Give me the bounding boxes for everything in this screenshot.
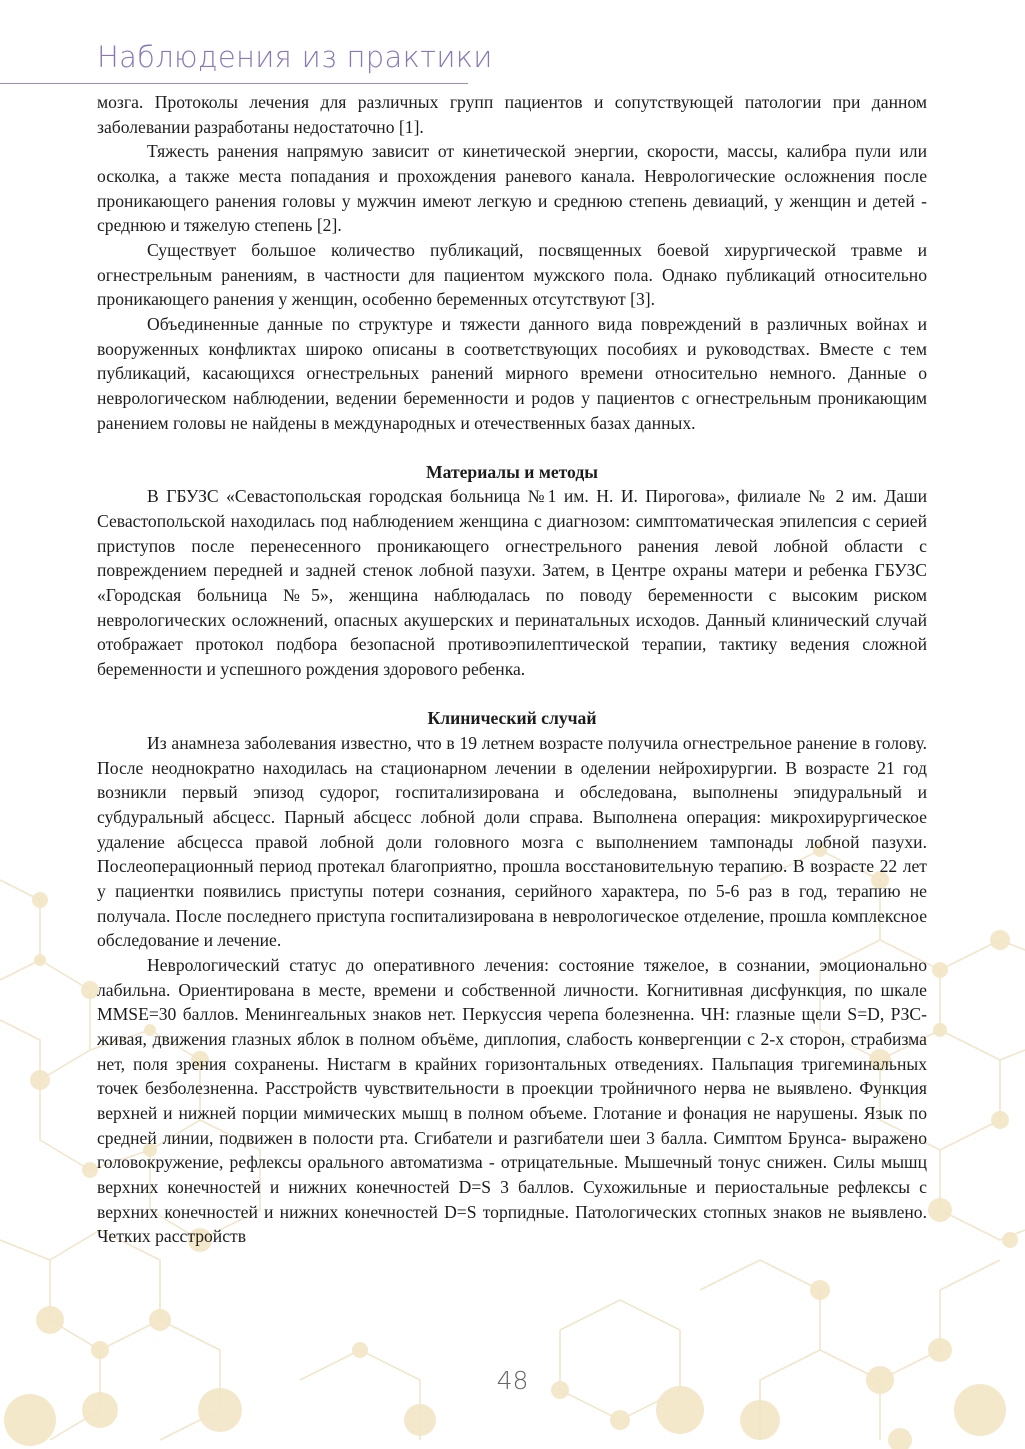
body-paragraph: Существует большое количество публикаций, посвященных боевой хирургической травме и огнестрельным ранениям, в частности для пациентом мужского пола. Однако публикаций относительно проникающего ранения у женщин, особенно беременных отсутствуют [3].: [97, 239, 927, 310]
article-body: [97, 90, 927, 1249]
page-number: 48: [496, 1366, 529, 1395]
body-paragraph: Объединенные данные по структуре и тяжести данного вида повреждений в различных войнах и вооруженных конфликтах широко описаны в соответствующих пособиях и руководствах. Вместе с тем публикаций, касающихся огнестрельных ранений мирного времени относительно немного. Данные о неврологическом наблюдении, ведении беременности и родов у пациентов с огнестрельным проникающим ранением головы не найдены в международных и отечественных базах данных.: [97, 313, 927, 433]
section-heading-methods: Материалы и методы: [426, 461, 598, 482]
body-paragraph: В ГБУЗС «Севастопольская городская больница №1 им. Н. И. Пирогова», филиале № 2 им. Даши Севастопольской находилась под наблюдением женщина с диагнозом: симптоматическая эпилепсия с серией приступов после перенесенного проникающего огнестрельного ранения левой лобной области с повреждением передней и задней стенок лобной пазухи. Затем, в Центре охраны матери и ребенка ГБУЗС «Городская больница №5», женщина наблюдалась по поводу беременности с высоким риском неврологических осложнений, опасных акушерских и перинатальных исходов. Данный клинический случай отображает протокол подбора безопасной противоэпилептической терапии, тактику ведения сложной беременности и успешного рождения здорового ребенка.: [97, 486, 927, 680]
body-paragraph: мозга. Протоколы лечения для различных групп пациентов и сопутствующей патологии при данном заболевании разработаны недостаточно [1].: [97, 92, 927, 137]
body-paragraph: Неврологический статус до оперативного лечения: состояние тяжелое, в сознании, эмоционально лабильна. Ориентирована в месте, времени и собственной личности. Когнитивная дисфункция, по шкале MMSE=30 баллов. Менингеальных знаков нет. Перкуссия черепа болезненна. ЧН: глазные щели S=D, РЗС- живая, движения глазных яблок в полном объёме, диплопия, слабость конвергенции с 2-х сторон, страбизма нет, поля зрения сохранены. Нистагм в крайних горизонтальных отведениях. Пальпация тригеминальных точек безболезненна. Расстройств чувствительности в проекции тройничного нерва не выявлено. Функция верхней и нижней порции мимических мышц в полном объеме. Глотание и фонация не нарушены. Язык по средней линии, подвижен в полости рта. Сгибатели и разгибатели шеи 3 балла. Симптом Брунса- выражено головокружение, рефлексы орального автоматизма - отрицательные. Мышечный тонус снижен. Силы мышц верхних конечностей и нижних конечностей D=S 3 баллов. Сухожильные и периостальные рефлексы с верхних конечностей и нижних конечностей D=S торпидные. Патологических стопных знаков не выявлено. Четких расстройств: [97, 954, 927, 1247]
section-spacer: [97, 682, 927, 707]
section-heading-case: Клинический случай: [427, 708, 597, 729]
section-spacer: [97, 435, 927, 460]
section-header-title: Наблюдения из практики: [97, 40, 493, 74]
body-paragraph: Тяжесть ранения напрямую зависит от кинетической энергии, скорости, массы, калибра пули или осколка, а также места попадания и прохождения раневого канала. Неврологические осложнения после проникающего ранения головы у мужчин имеют легкую и среднюю степень девиаций, у женщин и детей - среднюю и тяжелую степень [2].: [97, 141, 927, 236]
body-paragraph: Из анамнеза заболевания известно, что в 19 летнем возрасте получила огнестрельное ранение в голову. После неоднократно находилась на стационарном лечении в оделении нейрохирургии. В возрасте 21 год возникли первый эпизод судорог, госпитализирована и обследована, выполнены эпидуральный и субдуральный абсцесс. Парный абсцесс лобной доли справа. Выполнена операция: микрохирургическое удаление абсцесса правой лобной доли головного мозга с выполнением тампонады лобной пазухи. Послеоперационный период протекал благоприятно, прошла восстановительную терапию. В возрасте 22 лет у пациентки появились приступы потери сознания, серийного характера, по 5-6 раз в год, терапию не получала. После последнего приступа госпитализирована в неврологическое отделение, прошла комплексное обследование и лечение.: [97, 733, 927, 951]
header-divider: [0, 83, 468, 84]
